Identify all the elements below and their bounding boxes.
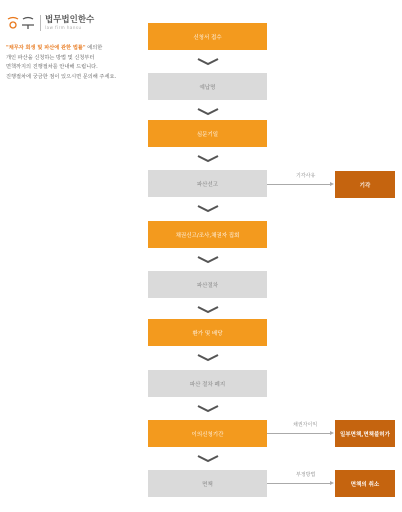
intro-line-3: 면책까지의 진행절차를 안내해 드립니다. [6, 64, 98, 70]
branch-label-dismissal-reason: 기각사유 [296, 173, 316, 179]
result-discharge-cancel [335, 470, 395, 497]
step-label: 채권신고/조사,채권자 집회 [175, 232, 240, 239]
result-label: 면책의 취소 [350, 481, 380, 488]
step-claims-meeting [148, 221, 267, 248]
step-hearing [148, 120, 267, 147]
chevron-down-icon [197, 108, 219, 116]
step-application [148, 23, 267, 50]
step-procedure-closure [148, 370, 267, 397]
branch-line [267, 433, 331, 434]
branch-label-fraud: 부정방법 [296, 472, 316, 478]
step-label: 심문기일 [196, 131, 219, 138]
intro-line-1 [6, 44, 148, 54]
step-label: 환가 및 배당 [192, 330, 223, 337]
step-label: 파산선고 [196, 181, 219, 188]
step-bankruptcy-procedure [148, 271, 267, 298]
chevron-down-icon [197, 256, 219, 264]
chevron-down-icon [197, 155, 219, 163]
logo-subtitle: law firm hansu [45, 25, 82, 30]
chevron-down-icon [197, 354, 219, 362]
step-bankruptcy-declaration [148, 170, 267, 197]
step-liquidation-distribution [148, 319, 267, 346]
logo-divider [40, 15, 41, 31]
step-label: 파산절차 [196, 282, 219, 289]
logo [6, 13, 146, 35]
branch-line [267, 184, 331, 185]
step-label: 이의신청기간 [191, 431, 224, 438]
step-label: 신청서 접수 [193, 34, 222, 41]
intro-line-1-suffix: 에의한 [85, 45, 103, 51]
step-prepayment [148, 73, 267, 100]
chevron-down-icon [197, 58, 219, 66]
step-discharge [148, 470, 267, 497]
result-dismissal [335, 171, 395, 198]
step-label: 예납명 [199, 84, 216, 91]
logo-name: 법무법인한수 [45, 15, 95, 25]
chevron-down-icon [197, 455, 219, 463]
step-objection-period [148, 420, 267, 447]
arrow-right-icon [330, 431, 334, 435]
result-partial-discharge [335, 420, 395, 447]
logo-mark-icon [6, 16, 36, 30]
arrow-right-icon [330, 481, 334, 485]
intro-text [6, 44, 148, 82]
result-label: 기각 [359, 182, 371, 189]
step-label: 파산 절차 폐지 [189, 381, 226, 388]
arrow-right-icon [330, 182, 334, 186]
branch-label-creditor-interest: 채권자이익 [293, 422, 318, 428]
chevron-down-icon [197, 405, 219, 413]
chevron-down-icon [197, 205, 219, 213]
intro-highlight: "채무자 회생 및 파산에 관한 법률" [6, 45, 86, 51]
branch-line [267, 483, 331, 484]
intro-line-4: 진행절차에 궁금한 점이 있으시면 문의해 주세요. [6, 73, 117, 80]
chevron-down-icon [197, 306, 219, 314]
result-label: 일부면책,면책불허가 [340, 431, 390, 438]
intro-line-2: 개인 파산을 신청하는 방법 및 신청부터 [6, 54, 95, 61]
step-label: 면책 [202, 481, 213, 488]
